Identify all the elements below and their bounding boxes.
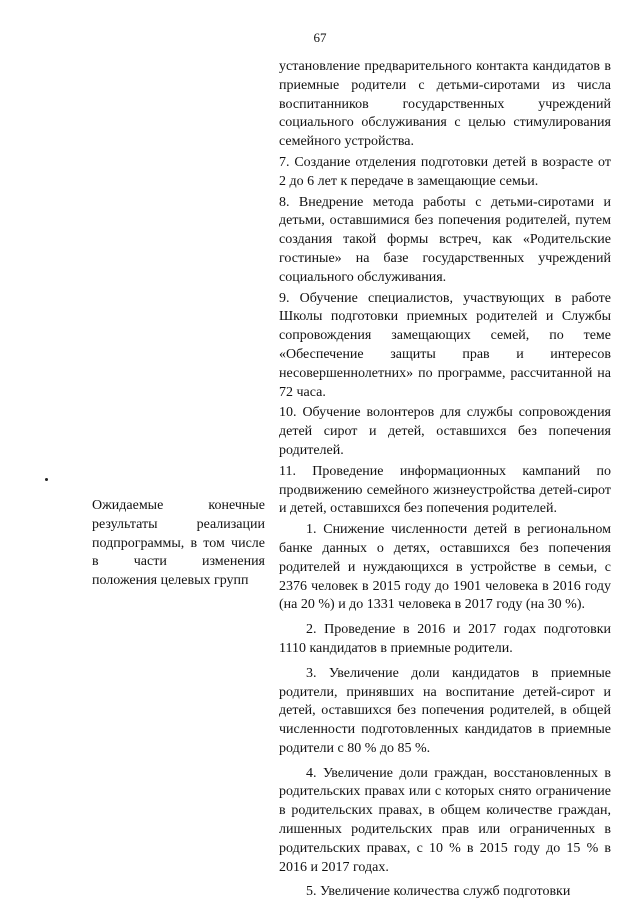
activities-column: [279, 58, 611, 908]
expected-results-label: Ожидаемые конечные результаты реализации подпрограммы, в том числе в части изменения положения целевых групп: [92, 498, 265, 589]
expected-result-item: 5. Увеличение количества служб подготовки: [306, 884, 571, 900]
page-number: 67: [313, 30, 327, 45]
expected-result-item: 3. Увеличение доли кандидатов в приемные родители, принявших на воспитание детей-сирот и детей, оставшихся без попечения родителей, в общей численности подготовленных кандидатов в приемные родители с 80 % до 85 %.: [279, 665, 611, 756]
activity-item: 8. Внедрение метода работы с детьми-сиротами и детьми, оставшимися без попечения родителей, путем создания такой формы встреч, как «Родительские гостиные» на базе государственных учреждений социального обслуживания.: [279, 194, 611, 285]
expected-result-item: 2. Проведение в 2016 и 2017 годах подготовки 1110 кандидатов в приемные родители.: [279, 622, 611, 656]
stray-dot: [45, 478, 48, 481]
expected-result-item: 1. Снижение численности детей в региональном банке данных о детях, оставшихся без попечения родителей и нуждающихся в устройстве в семьи, с 2376 человек в 2015 году до 1901 человека в 2016 году (на 20 %) и до 1331 человека в 2017 году (на 30 %).: [279, 522, 611, 613]
activity-item: 9. Обучение специалистов, участвующих в работе Школы подготовки приемных родителей и Службы сопровождения замещающих семей, по теме «Обеспечение защиты прав и интересов несовершеннолетних» по программе, рассчитанной на 72 часа.: [279, 290, 611, 400]
activity-item: 10. Обучение волонтеров для службы сопровождения детей сирот и детей, оставшихся без попечения родителей.: [279, 405, 611, 458]
activity-item: 7. Создание отделения подготовки детей в возрасте от 2 до 6 лет к передаче в замещающие семьи.: [279, 154, 611, 189]
activity-item: 11. Проведение информационных кампаний по продвижению семейного жизнеустройства детей-сирот и детей, оставшихся без попечения родителей.: [279, 463, 611, 517]
expected-result-item: 4. Увеличение доли граждан, восстановленных в родительских правах или с которых снято ограничение в родительских правах, в общем количестве граждан, лишенных родительских прав или ограниченных в родительских правах, с 10 % в 2015 году до 15 % в 2016 и 2017 годах.: [279, 765, 611, 875]
activity-item: установление предварительного контакта кандидатов в приемные родители с детьми-сиротами из числа воспитанников государственных учреждений социального обслуживания с целью стимулирования семейного устройства.: [279, 59, 611, 150]
